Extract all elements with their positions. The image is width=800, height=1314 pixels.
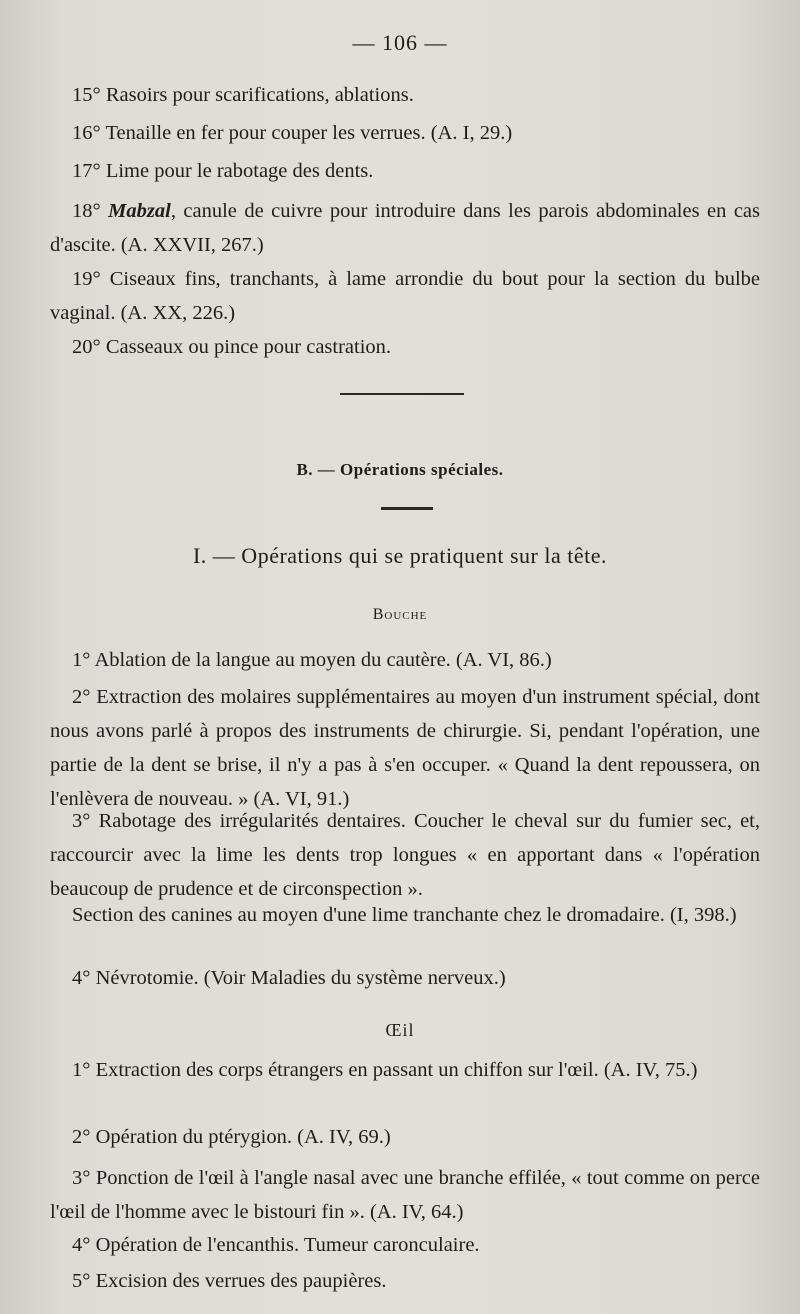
list-item: 3° Rabotage des irrégularités dentaires. Coucher le cheval sur du fumier sec, et, raccourcir avec la lime les dents trop longues « en apportant dans « l'opération beaucoup de prudence et de circonspection ». — [50, 810, 760, 900]
list-item: 17° Lime pour le rabotage des dents. — [72, 160, 374, 182]
list-item: Section des canines au moyen d'une lime tranchante chez le dromadaire. (I, 398.) — [72, 904, 737, 926]
chapter-heading: I. — Opérations qui se pratiquent sur la tête. — [192, 543, 607, 568]
list-item: 3° Ponction de l'œil à l'angle nasal avec une branche effilée, « tout comme on perce l'œil de l'homme avec le bistouri fin ». (A. IV, 64.) — [50, 1167, 761, 1223]
list-item: 16° Tenaille en fer pour couper les verrues. (A. I, 29.) — [72, 122, 513, 144]
list-item: 19° Ciseaux fins, tranchants, à lame arrondie du bout pour la section du bulbe vaginal. (A. XX, 226.) — [50, 268, 761, 324]
subheading-oeil: Œil — [385, 1020, 415, 1040]
subheading-bouche: Bouche — [372, 606, 428, 623]
list-item: 20° Casseaux ou pince pour castration. — [72, 336, 392, 358]
divider-rule — [381, 507, 433, 510]
list-item: 4° Névrotomie. (Voir Maladies du système nerveux.) — [72, 967, 506, 989]
page-number: — 106 — — [352, 30, 448, 55]
list-item: 1° Extraction des corps étrangers en passant un chiffon sur l'œil. (A. IV, 75.) — [72, 1059, 698, 1081]
list-item: 15° Rasoirs pour scarifications, ablations. — [72, 84, 414, 106]
list-item: 5° Excision des verrues des paupières. — [72, 1270, 387, 1292]
list-item: 4° Opération de l'encanthis. Tumeur caronculaire. — [72, 1234, 480, 1256]
list-item: 1° Ablation de la langue au moyen du cautère. (A. VI, 86.) — [72, 649, 552, 671]
list-item: 2° Opération du ptérygion. (A. IV, 69.) — [72, 1126, 391, 1148]
divider-rule — [340, 393, 464, 395]
list-item: 18° Mabzal, canule de cuivre pour introduire dans les parois abdominales en cas d'ascite. (A. XXVII, 267.) — [50, 200, 761, 256]
list-item: 2° Extraction des molaires supplémentaires au moyen d'un instrument spécial, dont nous avons parlé à propos des instruments de chirurgie. Si, pendant l'opération, une partie de la dent se brise, il n'y a pas à s'en occuper. « Quand la dent repoussera, on l'enlèvera de nouveau. » (A. VI, 91.) — [50, 686, 760, 810]
term-mabzal: Mabzal — [108, 200, 171, 222]
section-heading: B. — Opérations spéciales. — [296, 460, 504, 479]
